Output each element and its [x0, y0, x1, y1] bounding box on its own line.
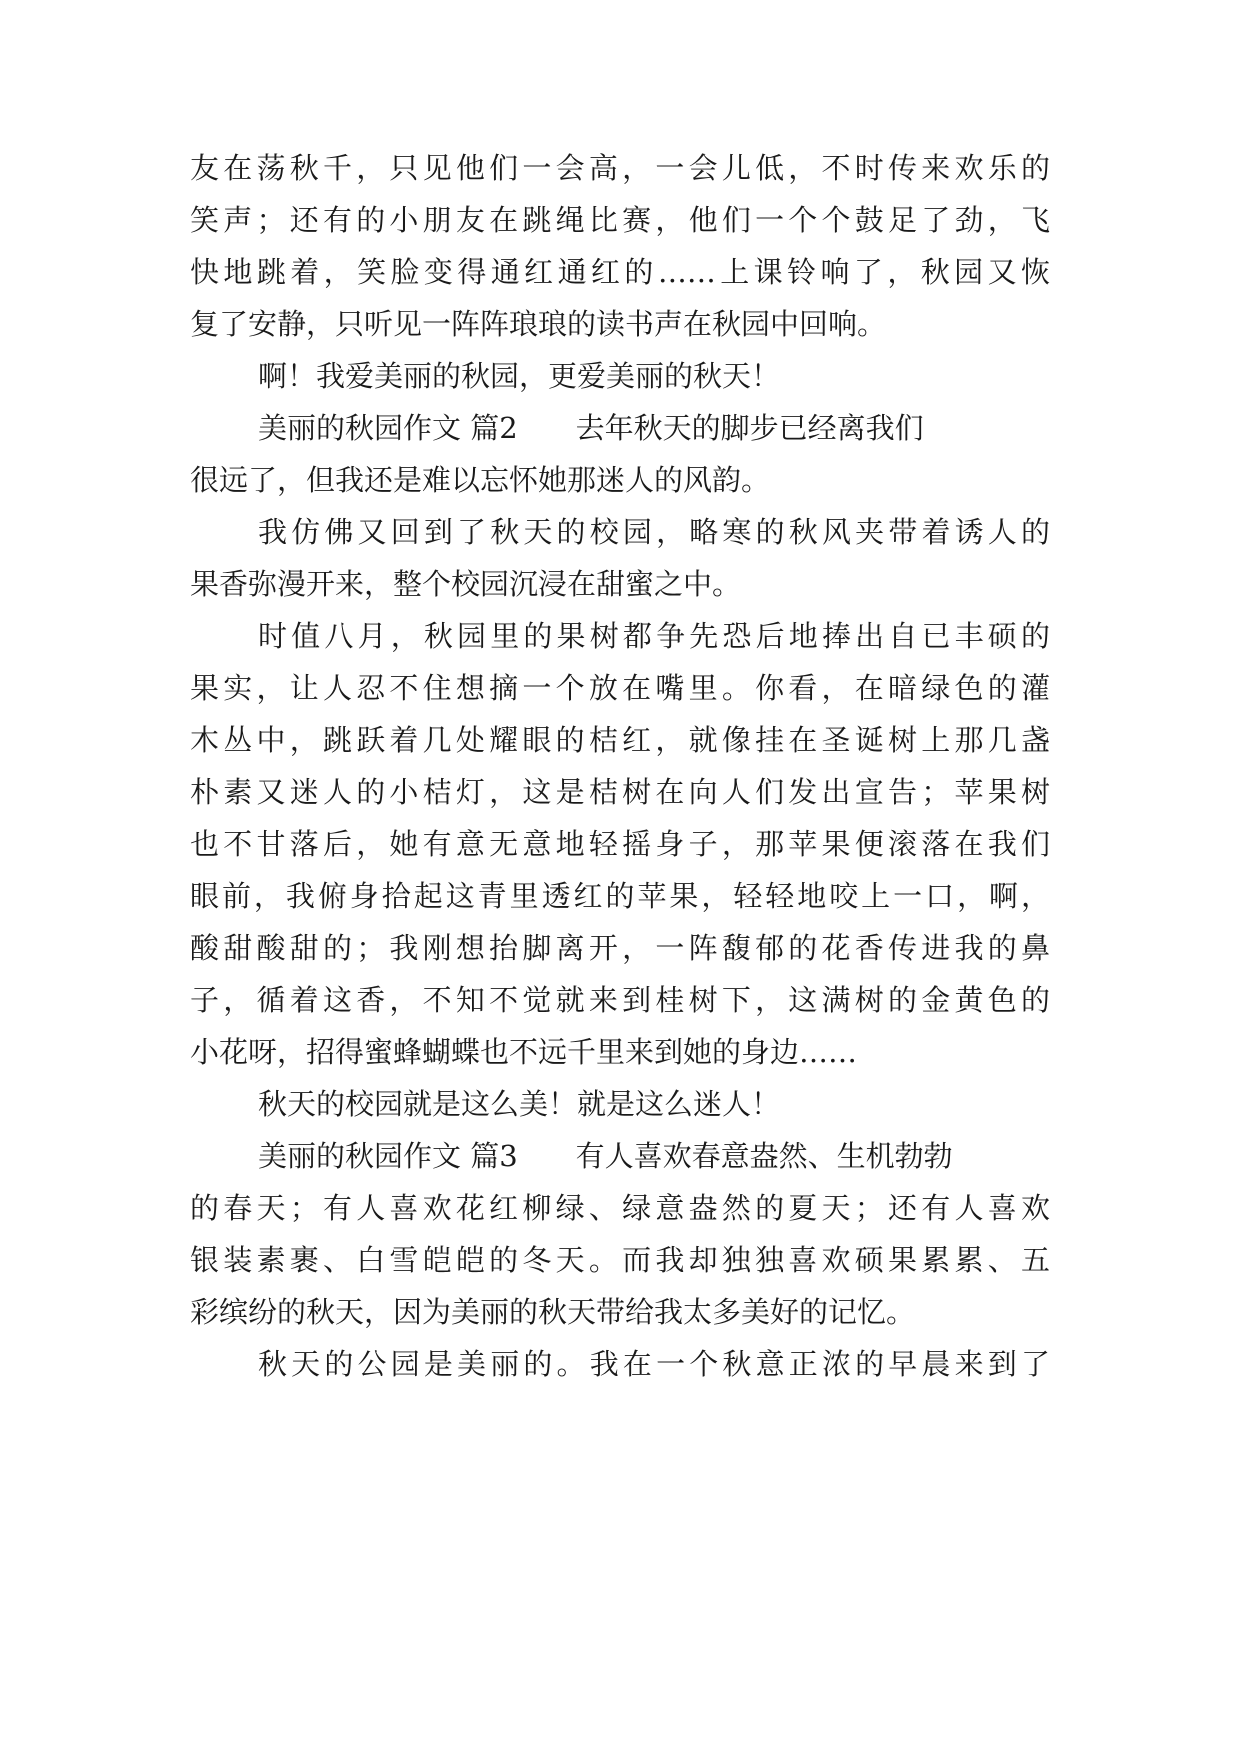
text-line: 小花呀，招得蜜蜂蝴蝶也不远千里来到她的身边…… — [190, 1035, 858, 1069]
text-line: 的春天；有人喜欢花红柳绿、绿意盎然的夏天；还有人喜欢 — [190, 1191, 1050, 1225]
section-heading-line — [258, 408, 1050, 448]
text-line: 时值八月，秋园里的果树都争先恐后地捧出自已丰硕的 — [258, 619, 1050, 653]
paragraph-start: 去年秋天的脚步已经离我们 — [575, 411, 924, 445]
section-heading: 美丽的秋园作文 篇3 — [258, 1139, 518, 1173]
text-line: 秋天的校园就是这么美！就是这么迷人！ — [258, 1087, 781, 1121]
text-line: 银装素裹、白雪皑皑的冬天。而我却独独喜欢硕果累累、五 — [190, 1243, 1050, 1277]
text-line: 复了安静，只听见一阵阵琅琅的读书声在秋园中回响。 — [190, 307, 887, 341]
text-line: 眼前，我俯身拾起这青里透红的苹果，轻轻地咬上一口，啊， — [190, 879, 1050, 913]
text-line: 快地跳着，笑脸变得通红通红的……上课铃响了，秋园又恢 — [190, 255, 1050, 289]
text-line: 秋天的公园是美丽的。我在一个秋意正浓的早晨来到了 — [258, 1347, 1050, 1381]
text-line: 啊！我爱美丽的秋园，更爱美丽的秋天！ — [258, 359, 781, 393]
text-line: 笑声；还有的小朋友在跳绳比赛，他们一个个鼓足了劲，飞 — [190, 203, 1050, 237]
text-line: 果香弥漫开来，整个校园沉浸在甜蜜之中。 — [190, 567, 742, 601]
text-line: 酸甜酸甜的；我刚想抬脚离开，一阵馥郁的花香传进我的鼻 — [190, 931, 1050, 965]
text-line: 很远了，但我还是难以忘怀她那迷人的风韵。 — [190, 463, 771, 497]
text-line: 彩缤纷的秋天，因为美丽的秋天带给我太多美好的记忆。 — [190, 1295, 916, 1329]
text-line: 也不甘落后，她有意无意地轻摇身子，那苹果便滚落在我们 — [190, 827, 1050, 861]
text-line: 我仿佛又回到了秋天的校园，略寒的秋风夹带着诱人的 — [258, 515, 1050, 549]
text-line: 子，循着这香，不知不觉就来到桂树下，这满树的金黄色的 — [190, 983, 1050, 1017]
section-heading-line — [258, 1136, 1050, 1176]
section-heading: 美丽的秋园作文 篇2 — [258, 411, 518, 445]
paragraph-start: 有人喜欢春意盎然、生机勃勃 — [575, 1139, 953, 1173]
text-line: 朴素又迷人的小桔灯，这是桔树在向人们发出宣告；苹果树 — [190, 775, 1050, 809]
text-line: 木丛中，跳跃着几处耀眼的桔红，就像挂在圣诞树上那几盏 — [190, 723, 1050, 757]
text-line: 友在荡秋千，只见他们一会高，一会儿低，不时传来欢乐的 — [190, 151, 1050, 185]
text-line: 果实，让人忍不住想摘一个放在嘴里。你看，在暗绿色的灌 — [190, 671, 1050, 705]
